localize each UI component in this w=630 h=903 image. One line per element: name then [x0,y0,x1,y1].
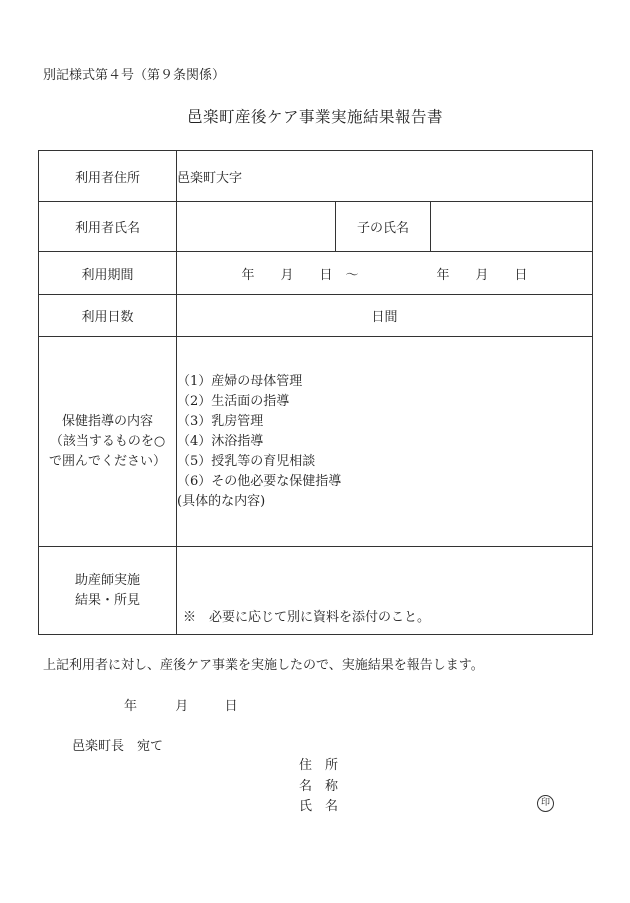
guidance-row [39,337,593,547]
remarks-label-line: 助産師実施 [74,572,140,588]
guidance-label [39,337,177,547]
address-row [39,151,593,202]
period-label: 利用期間 [39,252,177,295]
org-name-field-label: 名 称 [299,779,339,794]
remarks-field[interactable] [177,547,593,635]
period-field[interactable]: 年 月 日 ～ 年 月 日 [177,252,593,295]
address-label: 利用者住所 [39,151,177,202]
addressee: 邑楽町長 宛て [72,739,164,754]
name-row [39,202,593,252]
date-year: 年 [124,699,138,714]
guidance-label-line: （該当するものを○ [49,433,166,449]
remarks-label-line: 結果・所見 [74,592,140,608]
person-name-field-label: 氏 名 [299,799,339,814]
address-field-label: 住 所 [299,758,339,773]
days-label: 利用日数 [39,295,177,337]
guidance-label-line: 保健指導の内容 [61,413,153,429]
guidance-content[interactable] [177,337,593,547]
guidance-item: （2）生活面の指導 [177,393,290,409]
guidance-item: （5）授乳等の育児相談 [177,453,316,469]
date-day: 日 [224,699,238,714]
guidance-item: （1）産婦の母体管理 [177,373,303,389]
guidance-item: （6）その他必要な保健指導 [177,473,342,489]
remarks-label [39,547,177,635]
guidance-item: （4）沐浴指導 [177,433,264,449]
attachment-note: ※ 必要に応じて別に資料を添付のこと。 [183,610,431,625]
form-number-label: 別記様式第４号（第９条関係） [43,68,226,83]
date-month: 月 [175,699,189,714]
address-field[interactable]: 邑楽町大字 [177,151,593,202]
days-field[interactable]: 日間 [177,295,593,337]
guidance-item: （3）乳房管理 [177,413,264,429]
report-date[interactable] [124,700,238,713]
remarks-row [39,547,593,635]
child-name-field[interactable] [431,202,593,252]
period-row [39,252,593,295]
days-row [39,295,593,337]
report-table [38,150,593,635]
seal-mark: 印 [537,795,554,812]
document-title: 邑楽町産後ケア事業実施結果報告書 [186,108,443,126]
report-statement: 上記利用者に対し、産後ケア事業を実施したので、実施結果を報告します。 [43,658,484,673]
guidance-label-line: で囲んでください） [48,453,166,469]
user-name-field[interactable] [177,202,336,252]
user-name-label: 利用者氏名 [39,202,177,252]
specific-content-label: (具体的な内容) [177,493,266,509]
child-name-label: 子の氏名 [336,202,431,252]
